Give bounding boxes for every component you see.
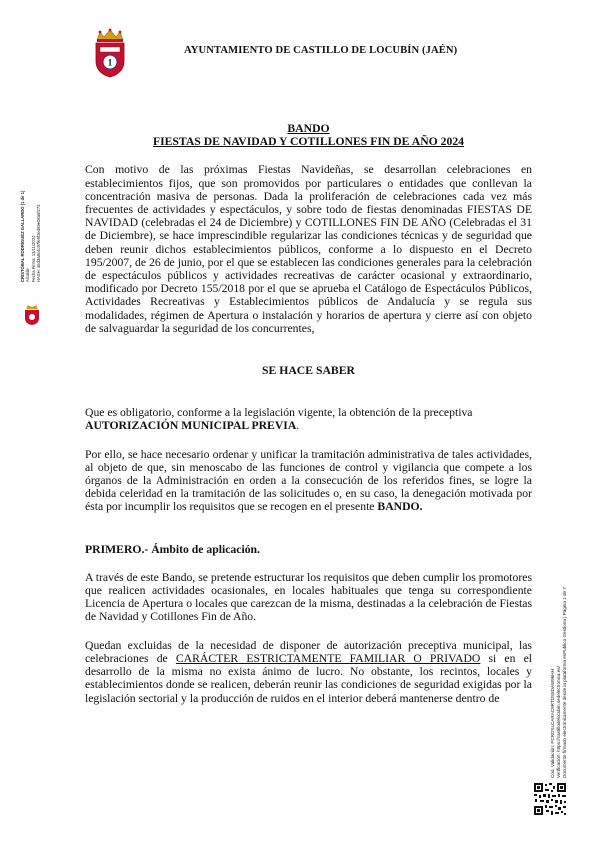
signature-stamp-line: CRISTÓBAL RODRÍGUEZ GALLARDO (1 de 1)	[20, 190, 25, 282]
paragraph-text: Quedan excluidas de la necesidad de disponer de autorización preceptiva municipal, las celebraciones de	[85, 638, 532, 665]
document-subtitle: FIESTAS DE NAVIDAD Y COTILLONES FIN DE AÑO 2024	[152, 135, 465, 149]
paragraph-exclusions	[85, 639, 532, 705]
organization-name: AYUNTAMIENTO DE CASTILLO DE LOCUBÍN (JAÉN)	[184, 45, 458, 56]
document-title: BANDO	[287, 122, 330, 135]
se-hace-saber-heading: SE HACE SABER	[262, 364, 355, 378]
page-header	[92, 28, 532, 78]
section-heading-primero: PRIMERO.- Ámbito de aplicación.	[85, 542, 260, 556]
paragraph-text: Por ello, se hace necesario ordenar y unificar la tramitación administrativa de tales actividades, al objeto de que, sin menoscabo de las funciones de control y vigilancia que compete a los órganos de la Administración en orden a la consecución de los referidos fines, se logre la debida celeridad en la tramitación de las solicitudes o, en su caso, la denegación motivada por ésta por incumplir los requisitos que se recogen en el presente	[85, 447, 532, 514]
municipal-seal-icon	[23, 304, 41, 326]
svg-text:1: 1	[107, 57, 113, 68]
paragraph-text: Que es obligatorio, conforme a la legislación vigente, la obtención de la preceptiva	[85, 406, 473, 420]
signature-stamp-line: HASH: a5d3a8c4c97fe6f2ed69e08a6f274	[36, 204, 42, 282]
paragraph-emphasis: BANDO.	[377, 500, 423, 514]
signature-stamp-text	[20, 82, 42, 282]
validation-stamp	[548, 560, 574, 780]
validation-stamp-line: Cód. Validación: PCRDSLCARAC9RTDS8DAW96HH	[550, 669, 555, 778]
paragraph-procedure	[85, 448, 532, 514]
validation-stamp-line: Documento firmado electrónicamente desde la plataforma esPublico Gestiona | Página 1 de 7	[561, 587, 567, 778]
validation-stamp-text	[550, 558, 567, 778]
validation-stamp-line: Verificación: https://castillodelocubin.sedelectronica.es/	[555, 666, 561, 778]
paragraph-scope: A través de este Bando, se pretende estructurar los requisitos que deben cumplir los promotores que realicen actividades ocasionales, en locales habituales que tenga su correspondiente Licencia de Apertura o locales que carezcan de la misma, destinadas a la celebración de Fiestas de Navidad y Cotillones Fin de Año.	[85, 570, 532, 624]
paragraph-underlined: CARÁCTER ESTRICTAMENTE FAMILIAR O PRIVADO	[175, 651, 481, 665]
paragraph-emphasis: AUTORIZACIÓN MUNICIPAL PREVIA	[85, 419, 297, 433]
qr-code-icon[interactable]	[533, 782, 567, 816]
municipal-coat-of-arms-icon	[92, 28, 128, 78]
paragraph-text: .	[296, 419, 300, 433]
signature-stamp	[20, 112, 46, 327]
paragraph-authorization	[85, 406, 532, 432]
signature-stamp-line: Alcalde	[25, 268, 31, 282]
paragraph-text: si en el desarrollo de la misma no exista ánimo de lucro. No obstante, los recintos, locales y establecimientos donde se realicen, deberán reunir las condiciones de seguridad exigidas por la legislación sectorial y la producción de ruidos en el interior deberá mantenerse dentro de	[85, 651, 533, 705]
intro-paragraph: Con motivo de las próximas Fiestas Navideñas, se desarrollan celebraciones en establecimientos fijos, que son promovidos por particulares o entidades que conllevan la concentración masiva de personas. Dada la proliferación de celebraciones cada vez más frecuentes de actividades y espectáculos, y sobre todo de fiestas denominadas FIESTAS DE NAVIDAD (celebradas el 24 de Diciembre) y COTILLONES FIN DE AÑO (Celebradas el 31 de Diciembre), se hace imprescindible regularizar las condiciones técnicas y de seguridad que deben reunir dichos establecimientos públicos, conforme a lo dispuesto en el Decreto 195/2007, de 26 de junio, por el que se establecen las condiciones generales para la celebración de espectáculos públicos y actividades recreativas de carácter ocasional y extraordinario, modificado por Decreto 155/2018 por el que se aprueba el Catálogo de Espectáculos Públicos, Actividades Recreativas y Establecimientos públicos de Andalucía y se regula sus modalidades, régimen de Apertura o instalación y horarios de apertura y cierre así con objeto de salvaguardar la seguridad de los concurrentes,	[85, 163, 532, 335]
document-body	[85, 122, 532, 705]
signature-stamp-line: Fecha Firma: 13/11/2024	[30, 235, 36, 282]
